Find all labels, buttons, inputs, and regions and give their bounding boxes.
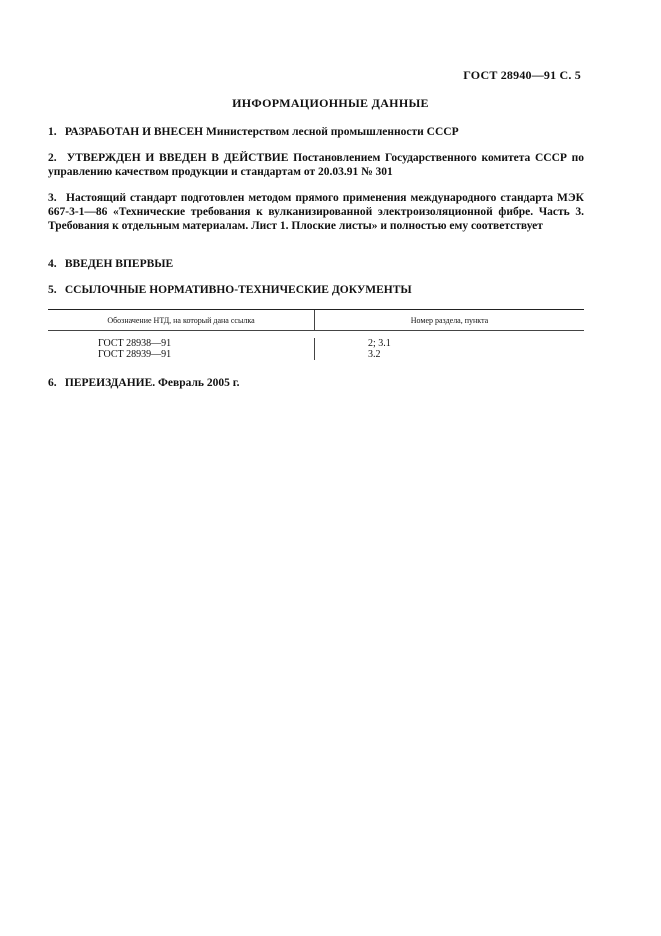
- table-row: [48, 349, 584, 364]
- page-header: ГОСТ 28940—91 С. 5: [463, 68, 581, 82]
- info-item-2: [48, 151, 584, 179]
- item-lead: ПЕРЕИЗДАНИЕ.: [64, 377, 159, 389]
- info-item-4: [48, 257, 584, 271]
- info-item-5: [48, 283, 584, 297]
- table-cell-section: 3.2: [368, 349, 381, 360]
- table-header-row: [48, 310, 584, 331]
- reference-documents-table: [48, 309, 584, 364]
- item-number: 1.: [48, 126, 57, 138]
- info-item-1: [48, 125, 584, 139]
- item-number: 5.: [48, 284, 57, 296]
- item-body: Министерством лесной промышленности СССР: [205, 126, 459, 138]
- table-header-document: Обозначение НТД, на который дана ссылка: [48, 310, 315, 330]
- table-cell-document: ГОСТ 28938—91: [48, 338, 315, 349]
- table-cell-section: 2; 3.1: [368, 338, 391, 349]
- item-body: Постановлением Государственного комитета СССР по управлению качеством продукции и стандартам от 20.03.91 № 301: [48, 152, 584, 178]
- item-lead: РАЗРАБОТАН И ВНЕСЕН: [64, 126, 206, 138]
- info-item-6: [48, 376, 584, 390]
- info-item-3: [48, 191, 584, 233]
- document-title: ИНФОРМАЦИОННЫЕ ДАННЫЕ: [232, 96, 429, 110]
- item-body: Настоящий стандарт подготовлен методом прямого применения международного стандарта МЭК 667-3-1—86 «Технические требования к вулканизированной электроизоляционной фибре. Часть 3. Требования к отдельным материалам. Лист 1. Плоские листы» и полностью ему соответствует: [48, 192, 584, 232]
- item-number: 4.: [48, 258, 57, 270]
- item-lead: УТВЕРЖДЕН И ВВЕДЕН В ДЕЙСТВИЕ: [66, 152, 294, 164]
- item-number: 2.: [48, 152, 57, 164]
- item-body: Февраль 2005 г.: [158, 377, 240, 389]
- table-row: [48, 331, 584, 349]
- item-number: 3.: [48, 192, 57, 204]
- table-cell-document: ГОСТ 28939—91: [48, 349, 315, 360]
- item-number: 6.: [48, 377, 57, 389]
- item-lead: ВВЕДЕН ВПЕРВЫЕ: [64, 258, 174, 270]
- item-lead: ССЫЛОЧНЫЕ НОРМАТИВНО-ТЕХНИЧЕСКИЕ ДОКУМЕНТЫ: [64, 284, 412, 296]
- table-header-section: Номер раздела, пункта: [410, 315, 489, 325]
